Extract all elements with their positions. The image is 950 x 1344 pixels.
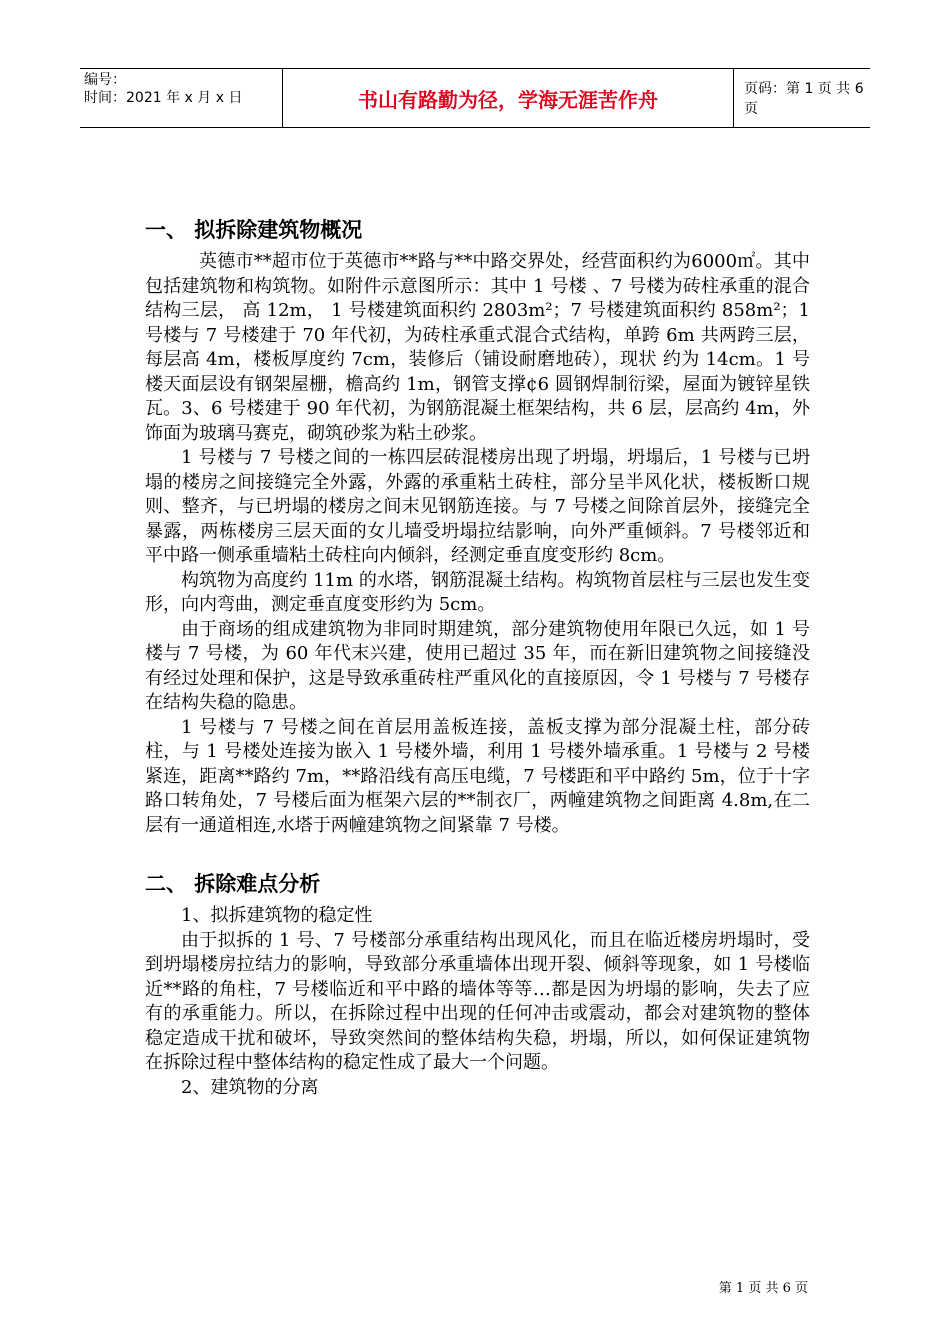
subheading: 1、拟拆建筑物的稳定性 bbox=[181, 905, 373, 926]
page-header bbox=[80, 68, 870, 128]
document-body bbox=[145, 210, 810, 1100]
header-motto: 书山有路勤为径，学海无涯苦作舟 bbox=[358, 87, 658, 112]
paragraph: 英德市**超市位于英德市**路与**中路交界处，经营面积约为6000㎡。其中包括建筑物和构筑物。如附件示意图所示：其中 1 号楼 、7 号楼为砖柱承重的混合结构三层， 高 12m， 1 号楼建筑面积约 2803m²；7 号楼建筑面积约 858m²；1 号楼与 7 号楼建于 70 年代初，为砖柱承重式混合式结构，单跨 6m 共两跨三层，每层高 4m，楼板厚度约 7cm，装修后（铺设耐磨地砖），现状 约为 14cm。1 号楼天面层设有钢架屋栅，檐高约 1m，钢管支撑¢6 圆钢焊制衍梁，屋面为镀锌星铁瓦。3、6 号楼建于 90 年代初，为钢筋混凝土框架结构，共 6 层，层高约 4m，外饰面为玻璃马赛克，砌筑砂浆为粘土砂浆。 bbox=[145, 251, 810, 444]
paragraph: 由于拟拆的 1 号、7 号楼部分承重结构出现风化，而且在临近楼房坍塌时，受到坍塌楼房拉结力的影响，导致部分承重墙体出现开裂、倾斜等现象，如 1 号楼临近**路的角柱，7 号楼临近和平中路的墙体等等…都是因为坍塌的影响，失去了应有的承重能力。所以，在拆除过程中出现的任何冲击或震动，都会对建筑物的整体稳定造成干扰和破坏，导致突然间的整体结构失稳，坍塌，所以，如何保证建筑物在拆除过程中整体结构的稳定性成了最大一个问题。 bbox=[145, 929, 810, 1073]
document-number: 编号： bbox=[84, 72, 126, 88]
subheading: 2、建筑物的分离 bbox=[181, 1076, 319, 1098]
document-date: 时间：2021 年 x 月 x 日 bbox=[84, 90, 243, 106]
header-page-number: 页码：第 1 页 共 6 页 bbox=[744, 81, 864, 117]
header-motto-cell bbox=[282, 69, 734, 127]
paragraph: 由于商场的组成建筑物为非同时期建筑，部分建筑物使用年限已久远，如 1 号楼与 7 号楼，为 60 年代末兴建，使用已超过 35 年，而在新旧建筑物之间接缝没有经过处理和保护，这是导致承重砖柱严重风化的直接原因，令 1 号楼与 7 号楼存在结构失稳的隐患。 bbox=[145, 618, 810, 713]
page-footer: 第 1 页 共 6 页 bbox=[718, 1281, 808, 1296]
section-heading-difficulties: 二、 拆除难点分析 bbox=[145, 872, 321, 896]
paragraph: 1 号楼与 7 号楼之间在首层用盖板连接，盖板支撑为部分混凝土柱，部分砖柱，与 1 号楼处连接为嵌入 1 号楼外墙，利用 1 号楼外墙承重。1 号楼与 2 号楼紧连，距离**路约 7m，**路沿线有高压电缆，7 号楼距和平中路约 5m，位于十字路口转角处，7 号楼后面为框架六层的**制衣厂，两幢建筑物之间距离 4.8m,在二层有一通道相连,水塔于两幢建筑物之间紧靠 7 号楼。 bbox=[145, 716, 810, 836]
header-meta bbox=[80, 69, 282, 127]
section-heading-overview: 一、 拟拆除建筑物概况 bbox=[145, 218, 363, 242]
paragraph: 1 号楼与 7 号楼之间的一栋四层砖混楼房出现了坍塌，坍塌后，1 号楼与已坍塌的楼房之间接缝完全外露，外露的承重粘土砖柱，部分呈半风化状，楼板断口规则、整齐，与已坍塌的楼房之间末见钢筋连接。与 7 号楼之间除首层外，接缝完全暴露，两栋楼房三层天面的女儿墙受坍塌拉结影响，向外严重倾斜。7 号楼邻近和平中路一侧承重墙粘土砖柱向内倾斜，经测定垂直度变形约 8cm。 bbox=[145, 447, 810, 566]
paragraph: 构筑物为高度约 11m 的水塔，钢筋混凝土结构。构筑物首层柱与三层也发生变形，向内弯曲，测定垂直度变形约为 5cm。 bbox=[145, 569, 810, 615]
